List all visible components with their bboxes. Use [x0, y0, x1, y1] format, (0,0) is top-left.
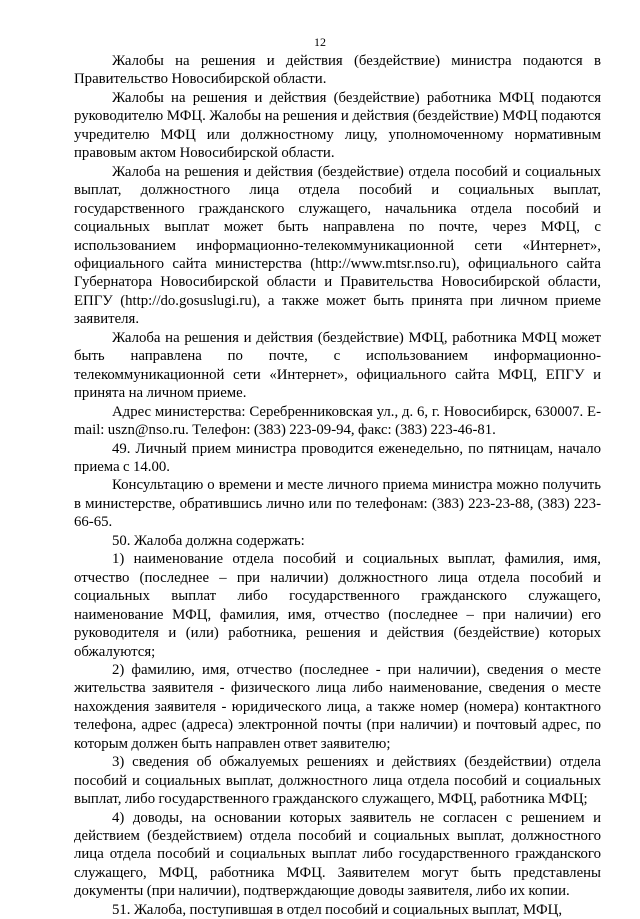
- paragraph-complaints-mfc: Жалобы на решения и действия (бездействие) работника МФЦ подаются руководителю МФЦ. Жалобы на решения и действия (бездействие) МФЦ подаются учредителю МФЦ или должностному лицу, уполномоченному нормативным правовым актом Новосибирской области.: [74, 89, 601, 162]
- paragraph-consultation: Консультацию о времени и месте личного приема министра можно получить в министерстве, обратившись лично или по телефонам: (383) 223-23-88, (383) 223-66-65.: [74, 477, 601, 531]
- paragraph-item-50-4: 4) доводы, на основании которых заявитель не согласен с решением и действием (бездействием) отдела пособий и социальных выплат, должностного лица отдела пособий и социальных выплат либо государственного гражданского служащего, МФЦ, работника МФЦ. Заявителем могут быть представлены документы (при наличии), подтверждающие доводы заявителя, либо их копии.: [74, 809, 601, 900]
- document-body: [74, 52, 601, 919]
- paragraph-complaints-minister: Жалобы на решения и действия (бездействие) министра подаются в Правительство Новосибирской области.: [74, 53, 601, 88]
- paragraph-item-49: 49. Личный прием министра проводится еженедельно, по пятницам, начало приема с 14.00.: [74, 440, 601, 475]
- paragraph-item-51: 51. Жалоба, поступившая в отдел пособий и социальных выплат, МФЦ,: [112, 901, 563, 918]
- paragraph-item-50: 50. Жалоба должна содержать:: [112, 532, 305, 549]
- paragraph-complaints-department: Жалоба на решения и действия (бездействие) отдела пособий и социальных выплат, должностного лица отдела пособий и социальных выплат, государственного гражданского служащего, начальника отдела пособий и социальных выплат может быть направлена по почте, через МФЦ, с использованием информационно-телекоммуникационной сети «Интернет», официального сайта министерства (http://www.mtsr.nso.ru), официального сайта Губернатора Новосибирской области и Правительства Новосибирской области, ЕПГУ (http://do.gosuslugi.ru), а также может быть принята при личном приеме заявителя.: [74, 163, 601, 328]
- page-number: 12: [314, 35, 326, 49]
- paragraph-item-50-3: 3) сведения об обжалуемых решениях и действиях (бездействии) отдела пособий и социальных выплат, должностного лица отдела пособий и социальных выплат, либо государственного гражданского служащего, МФЦ, работника МФЦ;: [74, 754, 601, 808]
- paragraph-ministry-address: Адрес министерства: Серебренниковская ул., д. 6, г. Новосибирск, 630007. E-mail: uszn@nso.ru. Телефон: (383) 223-09-94, факс: (383) 223-46-81.: [74, 403, 601, 439]
- paragraph-item-50-2: 2) фамилию, имя, отчество (последнее - при наличии), сведения о месте жительства заявителя - физического лица либо наименование, сведения о месте нахождения заявителя - юридического лица, а также номер (номера) контактного телефона, адрес (адреса) электронной почты (при наличии) и почтовый адрес, по которым должен быть направлен ответ заявителю;: [74, 661, 601, 752]
- paragraph-complaints-mfc-channels: Жалоба на решения и действия (бездействие) МФЦ, работника МФЦ может быть направлена по почте, с использованием информационно-телекоммуникационной сети «Интернет», официального сайта МФЦ, ЕПГУ и принята на личном приеме.: [74, 329, 601, 402]
- paragraph-item-50-1: 1) наименование отдела пособий и социальных выплат, фамилия, имя, отчество (последнее – при наличии) должностного лица отдела пособий и социальных выплат либо государственного гражданского служащего, наименование МФЦ, фамилия, имя, отчество (последнее – при наличии) его руководителя и (или) работника, решения и действия (бездействие) которых обжалуются;: [74, 551, 601, 660]
